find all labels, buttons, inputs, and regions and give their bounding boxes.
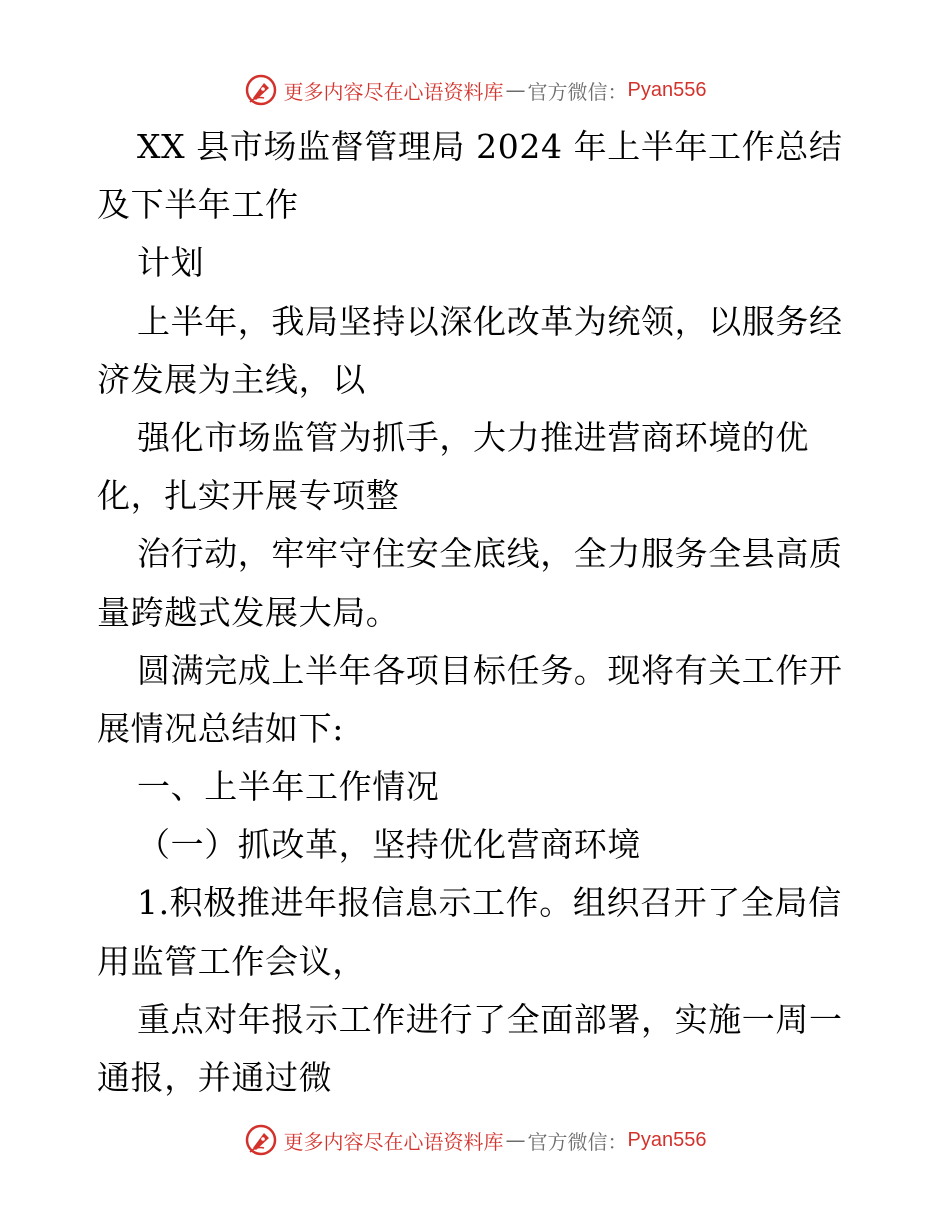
paragraph-line: 化，扎实开展专项整	[97, 476, 400, 516]
watermark-official-label: 官方微信：	[527, 1129, 628, 1154]
paragraph-line: 用监管工作会议，	[97, 941, 366, 981]
footer-watermark-banner	[0, 1118, 950, 1162]
watermark-wechat-handle: Pyan556	[627, 1128, 707, 1151]
watermark-brand-text: 更多内容尽在心语资料库	[283, 79, 504, 104]
header-watermark-banner	[0, 68, 950, 112]
watermark-wechat-handle: Pyan556	[627, 78, 707, 101]
watermark-dash: —	[505, 1128, 526, 1152]
paragraph-line: 治行动，牢牢守住安全底线，全力服务全县高质	[137, 534, 843, 574]
watermark-brand-text: 更多内容尽在心语资料库	[283, 1129, 504, 1154]
document-body	[97, 118, 857, 1107]
paragraph-line: 强化市场监管为抓手，大力推进营商环境的优	[137, 417, 809, 457]
subsection-heading: （一）抓改革，坚持优化营商环境	[137, 825, 641, 865]
title-line-3: 计划	[137, 243, 205, 283]
paragraph-line: 重点对年报示工作进行了全面部署，实施一周一	[137, 999, 843, 1039]
paragraph-line: 展情况总结如下:	[97, 708, 344, 748]
paragraph-line: 圆满完成上半年各项目标任务。现将有关工作开	[137, 650, 843, 690]
title-line-1: XX 县市场监督管理局 2024 年上半年工作总结	[137, 127, 843, 166]
paragraph-line: 通报，并通过微	[97, 1058, 333, 1097]
pen-nib-circle-icon	[244, 1123, 278, 1157]
paragraph-line: 1.积极推进年报信息示工作。组织召开了全局信	[137, 883, 842, 923]
paragraph-line: 济发展为主线，以	[97, 359, 366, 399]
paragraph-line: 量跨越式发展大局。	[97, 592, 400, 632]
paragraph-line: 上半年，我局坚持以深化改革为统领，以服务经	[137, 301, 843, 341]
watermark-dash: —	[505, 78, 526, 102]
pen-nib-circle-icon	[244, 73, 278, 107]
watermark-official-label: 官方微信：	[527, 79, 628, 104]
section-heading: 一、上半年工作情况	[137, 767, 440, 807]
title-line-2: 及下半年工作	[97, 185, 299, 225]
